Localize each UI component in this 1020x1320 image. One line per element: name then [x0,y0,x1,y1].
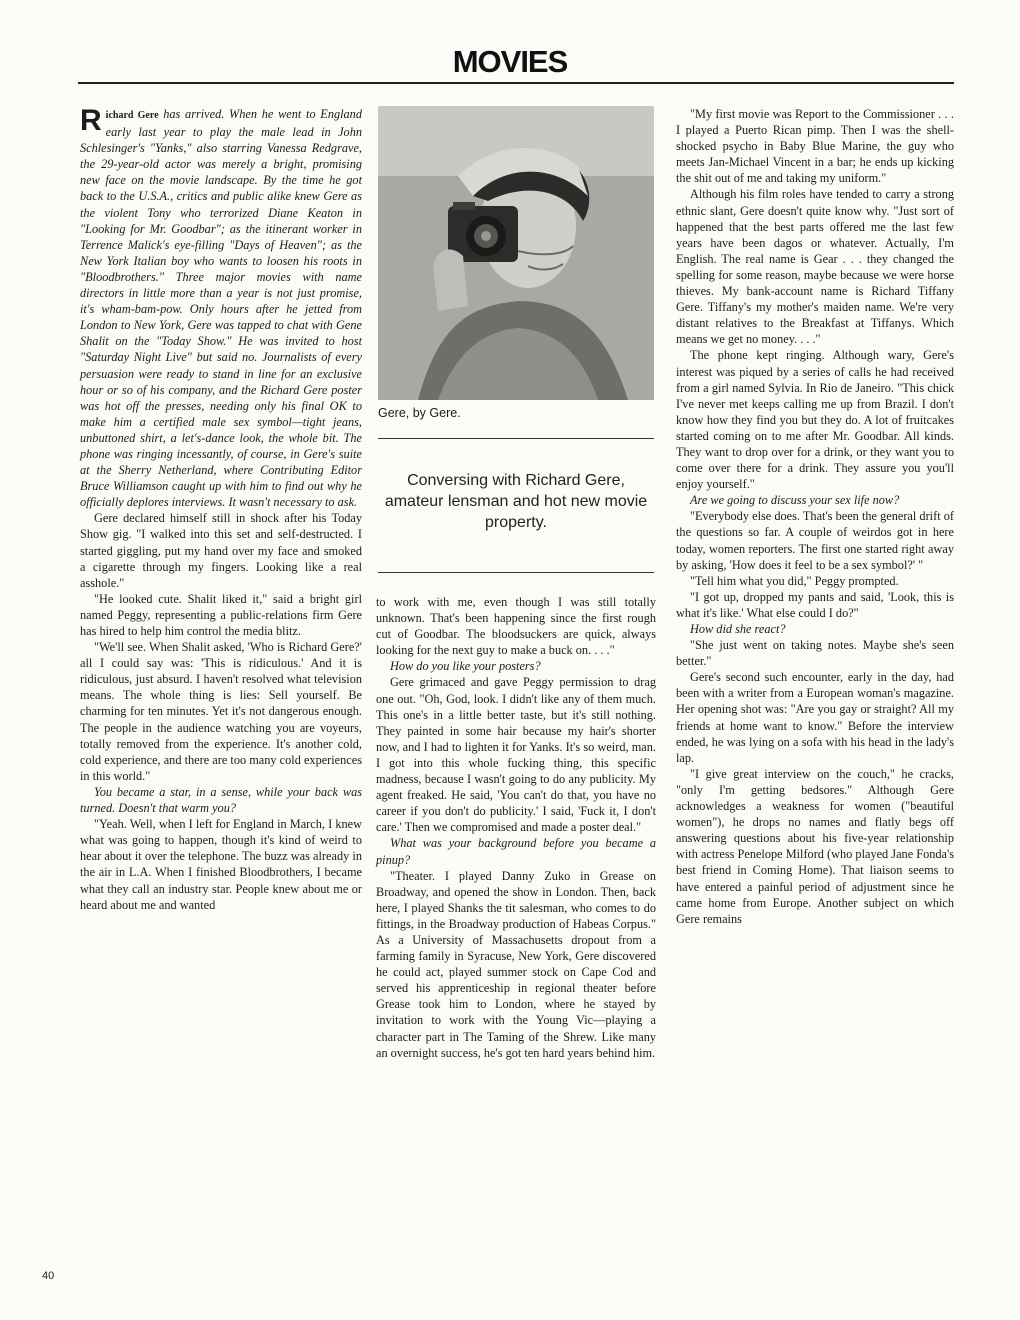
body-paragraph: Gere's second such encounter, early in the day, had been with a writer from a European woman's magazine. Her opening shot was: "Are you gay or straight? All my friends at home want to know." Before the interview ended, he was lying on a sofa with his head in the lady's lap. [676,670,954,765]
body-paragraph: "Everybody else does. That's been the general drift of the questions so far. A couple of weirdos got in here today, women reporters. The first one started right away by asking, 'How does it feel to be a sex symbol?' " [676,509,954,572]
column-right [676,106,954,927]
drop-cap: R [80,104,102,137]
caption-rule [378,438,654,439]
body-paragraph: "I got up, dropped my pants and said, 'Look, this is what it's like.' What else could I do?" [676,589,954,620]
body-paragraph: "He looked cute. Shalit liked it," said a bright girl named Peggy, representing a public-relations firm Gere has hired to help him control the media blitz. [80,591,362,638]
pullquote-rule [378,572,654,573]
interview-question: How did she react? [690,622,786,636]
middle-body [376,594,656,1061]
body-paragraph: Gere grimaced and gave Peggy permission to drag one out. "Oh, God, look. I didn't like any of them much. This one's in a little better taste, but it's still nothing. They painted in some hair because my hair's shorter now, and I had to lighten it for Yanks. It's so weird, man. I got into this whole fucking thing, this specific madness, because I wasn't going to do any publicity. My agent freaked. He said, 'You can't do that, you have no career if you don't do publicity.' I said, 'Fuck it, I don't care.' Then we compromised and made a poster deal." [376,675,656,835]
photo-caption: Gere, by Gere. [378,406,461,420]
left-body [80,510,362,912]
body-paragraph: Although his film roles have tended to carry a strong ethnic slant, Gere doesn't quite know why. "Just sort of happened that the best parts offered me the last few years have been dagos or whatever. Actually, I'm English. The real name is Gear . . . they changed the spelling for some reason, maybe because we were horse thieves. My bank-account name is Richard Tiffany Gere. Tiffany's my mother's maiden name. We're very distant relatives to the Breakfast at Tiffanys. Which means we get no money. . . ." [676,187,954,347]
interview-question: How do you like your posters? [390,659,541,674]
page-title: MOVIES [452,44,568,79]
body-paragraph: "Theater. I played Danny Zuko in Grease on Broadway, and opened the show in London. Then, back here, I played Shanks the tit salesman, who comes to do fittings, in the Broadway production of Habeas Corpus." As a University of Massachusetts dropout from a farming family in Syracuse, New York, Gere discovered he could act, played summer stock on Cape Cod and served his apprenticeship in regional theater before Grease took him to London, where he stayed by invitation to work with the Young Vic—playing a character part in The Taming of the Shrew. Like many an overnight success, he's got ten hard years behind him. [376,868,656,1060]
body-paragraph: Gere declared himself still in shock after his Today Show gig. "I walked into this set and self-destructed. I started giggling, put my hand over my face and smoked a cigarette through my fingers. Looking like a real asshole." [80,511,362,590]
pull-quote: Conversing with Richard Gere, amateur lensman and hot new movie property. [384,472,648,531]
intro-paragraph [80,106,362,510]
body-paragraph: "I give great interview on the couch," he cracks, "only I'm getting bedsores." Although Gere acknowledges a weakness for women ("beautiful women"), he drops no names and flatly begs off answering questions about his five-year relationship with actress Penelope Milford (who played Jane Fonda's best friend in Coming Home). That liaison seems to have entered a painful period of adjustment since he came home from Europe. Another subject on which Gere remains [676,766,954,926]
header-rule [78,82,954,84]
body-paragraph: "She just went on taking notes. Maybe she's seen better." [676,638,954,669]
author-photo [378,106,654,400]
interview-question: Are we going to discuss your sex life now? [690,493,900,508]
interview-question: What was your background before you became a pinup? [376,836,656,867]
intro-lead: ichard Gere [105,110,159,121]
body-paragraph: "We'll see. When Shalit asked, 'Who is Richard Gere?' all I could say was: 'This is ridiculous.' And it is ridiculous, just absurd. I haven't resolved what television means. The whole thing is lies: Sell yourself. Be charming for ten minutes. Yet it's not dangerous enough. The people in the audience watching you are voyeurs, totally removed from the experience. It's another cold, cold experience, and there are too many cold experiences in this world." [80,640,362,783]
column-left [80,106,362,913]
column-middle [376,594,656,1061]
body-paragraph: "My first movie was Report to the Commissioner . . . I played a Puerto Rican pimp. Then I was the shell-shocked psycho in Baby Blue Marine, the guy who meets Jan-Michael Vincent in a bar; he ends up kicking the shit out of me and taking my uniform." [676,107,954,186]
page-number: 40 [42,1270,55,1282]
right-body [676,106,954,927]
body-paragraph: "Yeah. Well, when I left for England in March, I knew what was going to happen, though it's kind of weird to hear about it over the telephone. The buzz was already in the air in L.A. When I finished Bloodbrothers, I became what they call an industry star. People knew about me or heard about me and wanted [80,817,362,912]
photo-illustration [378,106,654,400]
body-paragraph: to work with me, even though I was still totally unknown. That's been happening since the first rough cut of Goodbar. The bloodsuckers are quick, always looking for the next guy to make a buck on. . . ." [376,595,656,658]
body-paragraph: "Tell him what you did," Peggy prompted. [690,573,899,588]
intro-text: has arrived. When he went to England early last year to play the male lead in John Schlesinger's "Yanks," also starring Vanessa Redgrave, the 29-year-old actor was merely a bright, promising new face on the movie landscape. By the time he got back to the U.S.A., critics and public alike knew Gere as the violent Tony who terrorized Diane Keaton in "Looking for Mr. Goodbar"; as the itinerant worker in Terrence Malick's eye-filling "Days of Heaven"; as the New York Italian boy who wants to loosen his roots in "Bloodbrothers." Three major movies with name directors in little more than a year is not just promise, it's wham-bam-pow. Only hours after he jetted from London to New York, Gere was tapped to chat with Gene Shalit on the "Today Show." He was invited to host "Saturday Night Live" but said no. Journalists of every persuasion were ready to stand in line for an exclusive hour or so of his company, and the Richard Gere poster was hot off the presses, needing only his final OK to make him a certified male sex symbol—tight jeans, unbuttoned shirt, a let's-dance look, the whole bit. The phone was ringing incessantly, of course, in Gere's suite at the Sherry Netherland, where Contributing Editor Bruce Williamson caught up with him to find out why he officially deplores interviews. It wasn't necessary to ask. [80,107,362,510]
body-paragraph: The phone kept ringing. Although wary, Gere's interest was piqued by a series of calls he had received from a girl named Sylvia. In Rio de Janeiro. "This chick I've never met keeps calling me up from Brazil. I don't know how they find you but they do. A lot of fruitcakes started coming on to me after Mr. Goodbar. All kinds. They want to drop over for a drink, or they want you to come over there for a drink. They assure you you'll enjoy yourself." [676,348,954,492]
interview-question: You became a star, in a sense, while your back was turned. Doesn't that warm you? [80,784,362,816]
